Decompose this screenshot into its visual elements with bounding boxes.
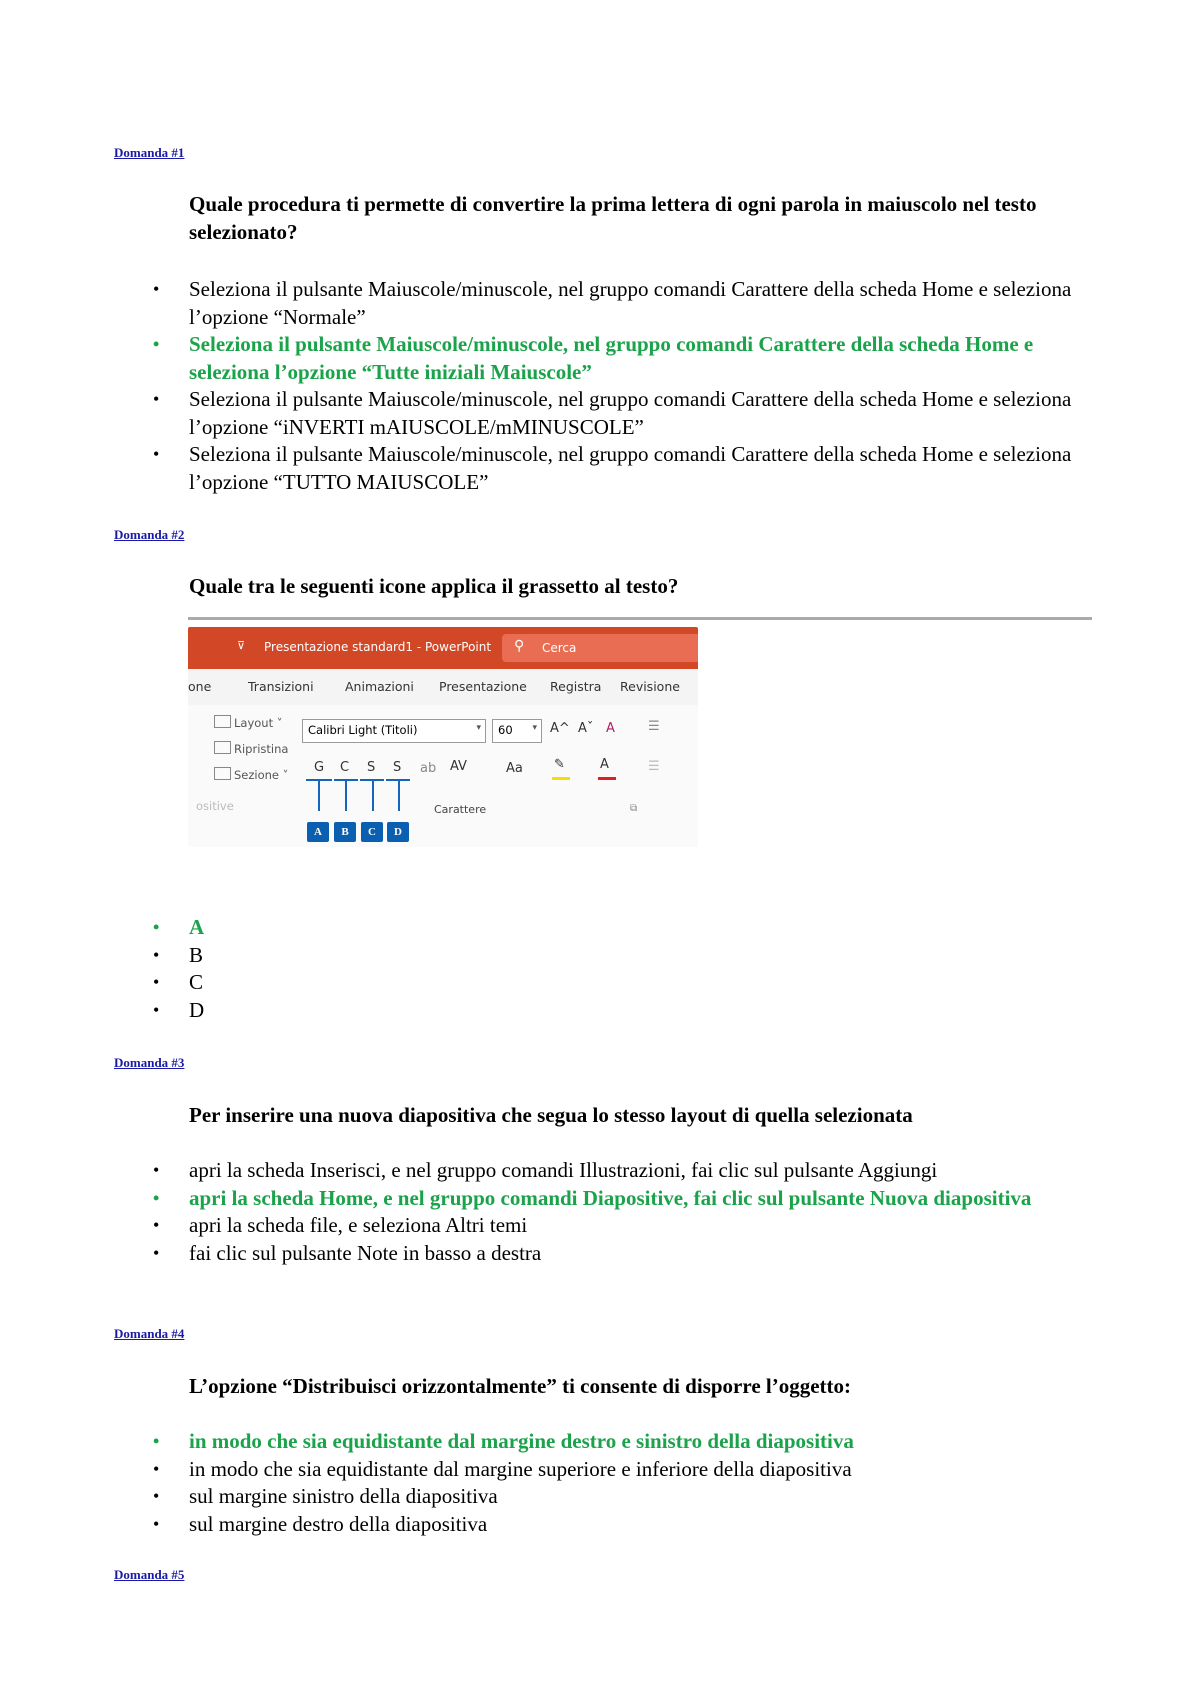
section-icon: [214, 767, 231, 780]
question-2-title: Quale tra le seguenti icone applica il grassetto al testo?: [189, 574, 679, 598]
option-item-correct: • in modo che sia equidistante dal margine destro e sinistro della diapositiva: [0, 1428, 1089, 1456]
tab-home-partial: one: [188, 679, 212, 694]
option-item: • C: [0, 969, 1200, 997]
layout-icon: [214, 715, 231, 728]
question-2-options: [0, 914, 1200, 1024]
grow-font-icon: A^: [550, 721, 570, 736]
underline-button: S: [367, 760, 376, 775]
option-item: • sul margine sinistro della diapositiva: [0, 1483, 1089, 1511]
tab-animazioni: Animazioni: [345, 679, 414, 694]
option-item: • D: [0, 997, 1200, 1025]
shrink-font-icon: Aˇ: [578, 721, 594, 736]
question-1-title: Quale procedura ti permette di convertire la prima lettera di ogni parola in maiuscolo nel testo selezionato?: [189, 192, 1037, 244]
question-4-link[interactable]: Domanda #4: [114, 1326, 185, 1341]
question-5-link[interactable]: Domanda #5: [114, 1567, 185, 1582]
option-item: • apri la scheda file, e seleziona Altri temi: [0, 1212, 1089, 1240]
font-name-box: Calibri Light (Titoli) ▾: [302, 719, 486, 743]
badge-a: A: [307, 822, 329, 842]
pointer-line-b: [345, 781, 347, 811]
question-3-options: [0, 1157, 1200, 1267]
tab-transizioni: Transizioni: [248, 679, 314, 694]
font-color-icon: A: [600, 757, 609, 772]
layout-item: Layout ˅: [214, 715, 283, 730]
option-item-correct: • A: [0, 914, 1200, 942]
character-spacing-icon: AV: [450, 759, 467, 774]
option-item: • Seleziona il pulsante Maiuscole/minuscole, nel gruppo comandi Carattere della scheda Home e seleziona l’opzione “TUTTO MAIUSCOLE”: [0, 441, 1089, 496]
option-item: • sul margine destro della diapositiva: [0, 1511, 1089, 1539]
sezione-item: Sezione ˅: [214, 767, 288, 782]
question-2-link[interactable]: Domanda #2: [114, 527, 185, 542]
option-item: • B: [0, 942, 1200, 970]
question-4-options: [0, 1428, 1200, 1538]
italic-button: C: [340, 760, 350, 775]
chevron-down-icon: ▾: [476, 723, 481, 733]
question-1-link[interactable]: Domanda #1: [114, 145, 185, 160]
option-item: • in modo che sia equidistante dal margine superiore e inferiore della diapositiva: [0, 1456, 1089, 1484]
pointer-line-d: [398, 781, 400, 811]
badge-d: D: [387, 822, 409, 842]
powerpoint-window: [188, 627, 698, 847]
option-item: • apri la scheda Inserisci, e nel gruppo comandi Illustrazioni, fai clic sul pulsante Aggiungi: [0, 1157, 1089, 1185]
horizontal-rule: [188, 617, 1092, 620]
quick-access-menu-icon: ⊽: [237, 639, 246, 652]
question-1-options: [0, 276, 1200, 496]
badge-b: B: [334, 822, 356, 842]
option-item: • Seleziona il pulsante Maiuscole/minuscole, nel gruppo comandi Carattere della scheda Home e seleziona l’opzione “iNVERTI mAIUSCOLE/mMINUSCOLE”: [0, 386, 1089, 441]
option-item: • Seleziona il pulsante Maiuscole/minuscole, nel gruppo comandi Carattere della scheda Home e seleziona l’opzione “Normale”: [0, 276, 1089, 331]
ripristina-item: Ripristina: [214, 741, 288, 756]
search-icon: ⚲: [514, 638, 525, 654]
strikethrough-icon: ab: [420, 761, 437, 776]
highlight-color-bar: [552, 777, 570, 780]
font-size-box: 60 ▾: [492, 719, 542, 743]
ribbon-tabs: [188, 679, 698, 701]
search-box: [502, 634, 698, 662]
highlight-icon: ✎: [554, 757, 565, 772]
option-item-correct: • Seleziona il pulsante Maiuscole/minuscole, nel gruppo comandi Carattere della scheda Home e seleziona l’opzione “Tutte iniziali Maiuscole”: [0, 331, 1089, 386]
clear-format-icon: A: [606, 721, 615, 736]
group-label-carattere: Carattere: [434, 803, 487, 816]
search-label: Cerca: [542, 641, 577, 655]
reset-icon: [214, 741, 231, 754]
question-4-title: L’opzione “Distribuisci orizzontalmente” ti consente di disporre l’oggetto:: [189, 1374, 852, 1398]
font-color-bar: [598, 777, 616, 780]
chevron-down-icon: ▾: [532, 723, 537, 733]
option-item: • fai clic sul pulsante Note in basso a destra: [0, 1240, 1089, 1268]
tab-revisione: Revisione: [620, 679, 680, 694]
bold-button: G: [314, 760, 325, 775]
title-bar: [188, 627, 698, 669]
tab-presentazione: Presentazione: [439, 679, 527, 694]
ribbon-screenshot: [188, 617, 1092, 877]
window-title: Presentazione standard1 - PowerPoint: [264, 640, 492, 654]
question-3-link[interactable]: Domanda #3: [114, 1055, 185, 1070]
ribbon-body: [188, 705, 698, 847]
option-item-correct: • apri la scheda Home, e nel gruppo comandi Diapositive, fai clic sul pulsante Nuova diapositiva: [0, 1185, 1089, 1213]
slides-group-label: ositive: [196, 799, 234, 813]
question-3-title: Per inserire una nuova diapositiva che segua lo stesso layout di quella selezionata: [189, 1103, 913, 1127]
shadow-button: S: [393, 760, 402, 775]
pointer-line-a: [318, 781, 320, 811]
badge-c: C: [361, 822, 383, 842]
pointer-line-c: [372, 781, 374, 811]
bullets-icon: ☰: [648, 719, 660, 734]
tab-registra: Registra: [550, 679, 602, 694]
change-case-icon: Aa: [506, 761, 523, 776]
paragraph-icon: ☰: [648, 759, 660, 774]
dialog-launcher-icon: ⧉: [630, 803, 638, 814]
